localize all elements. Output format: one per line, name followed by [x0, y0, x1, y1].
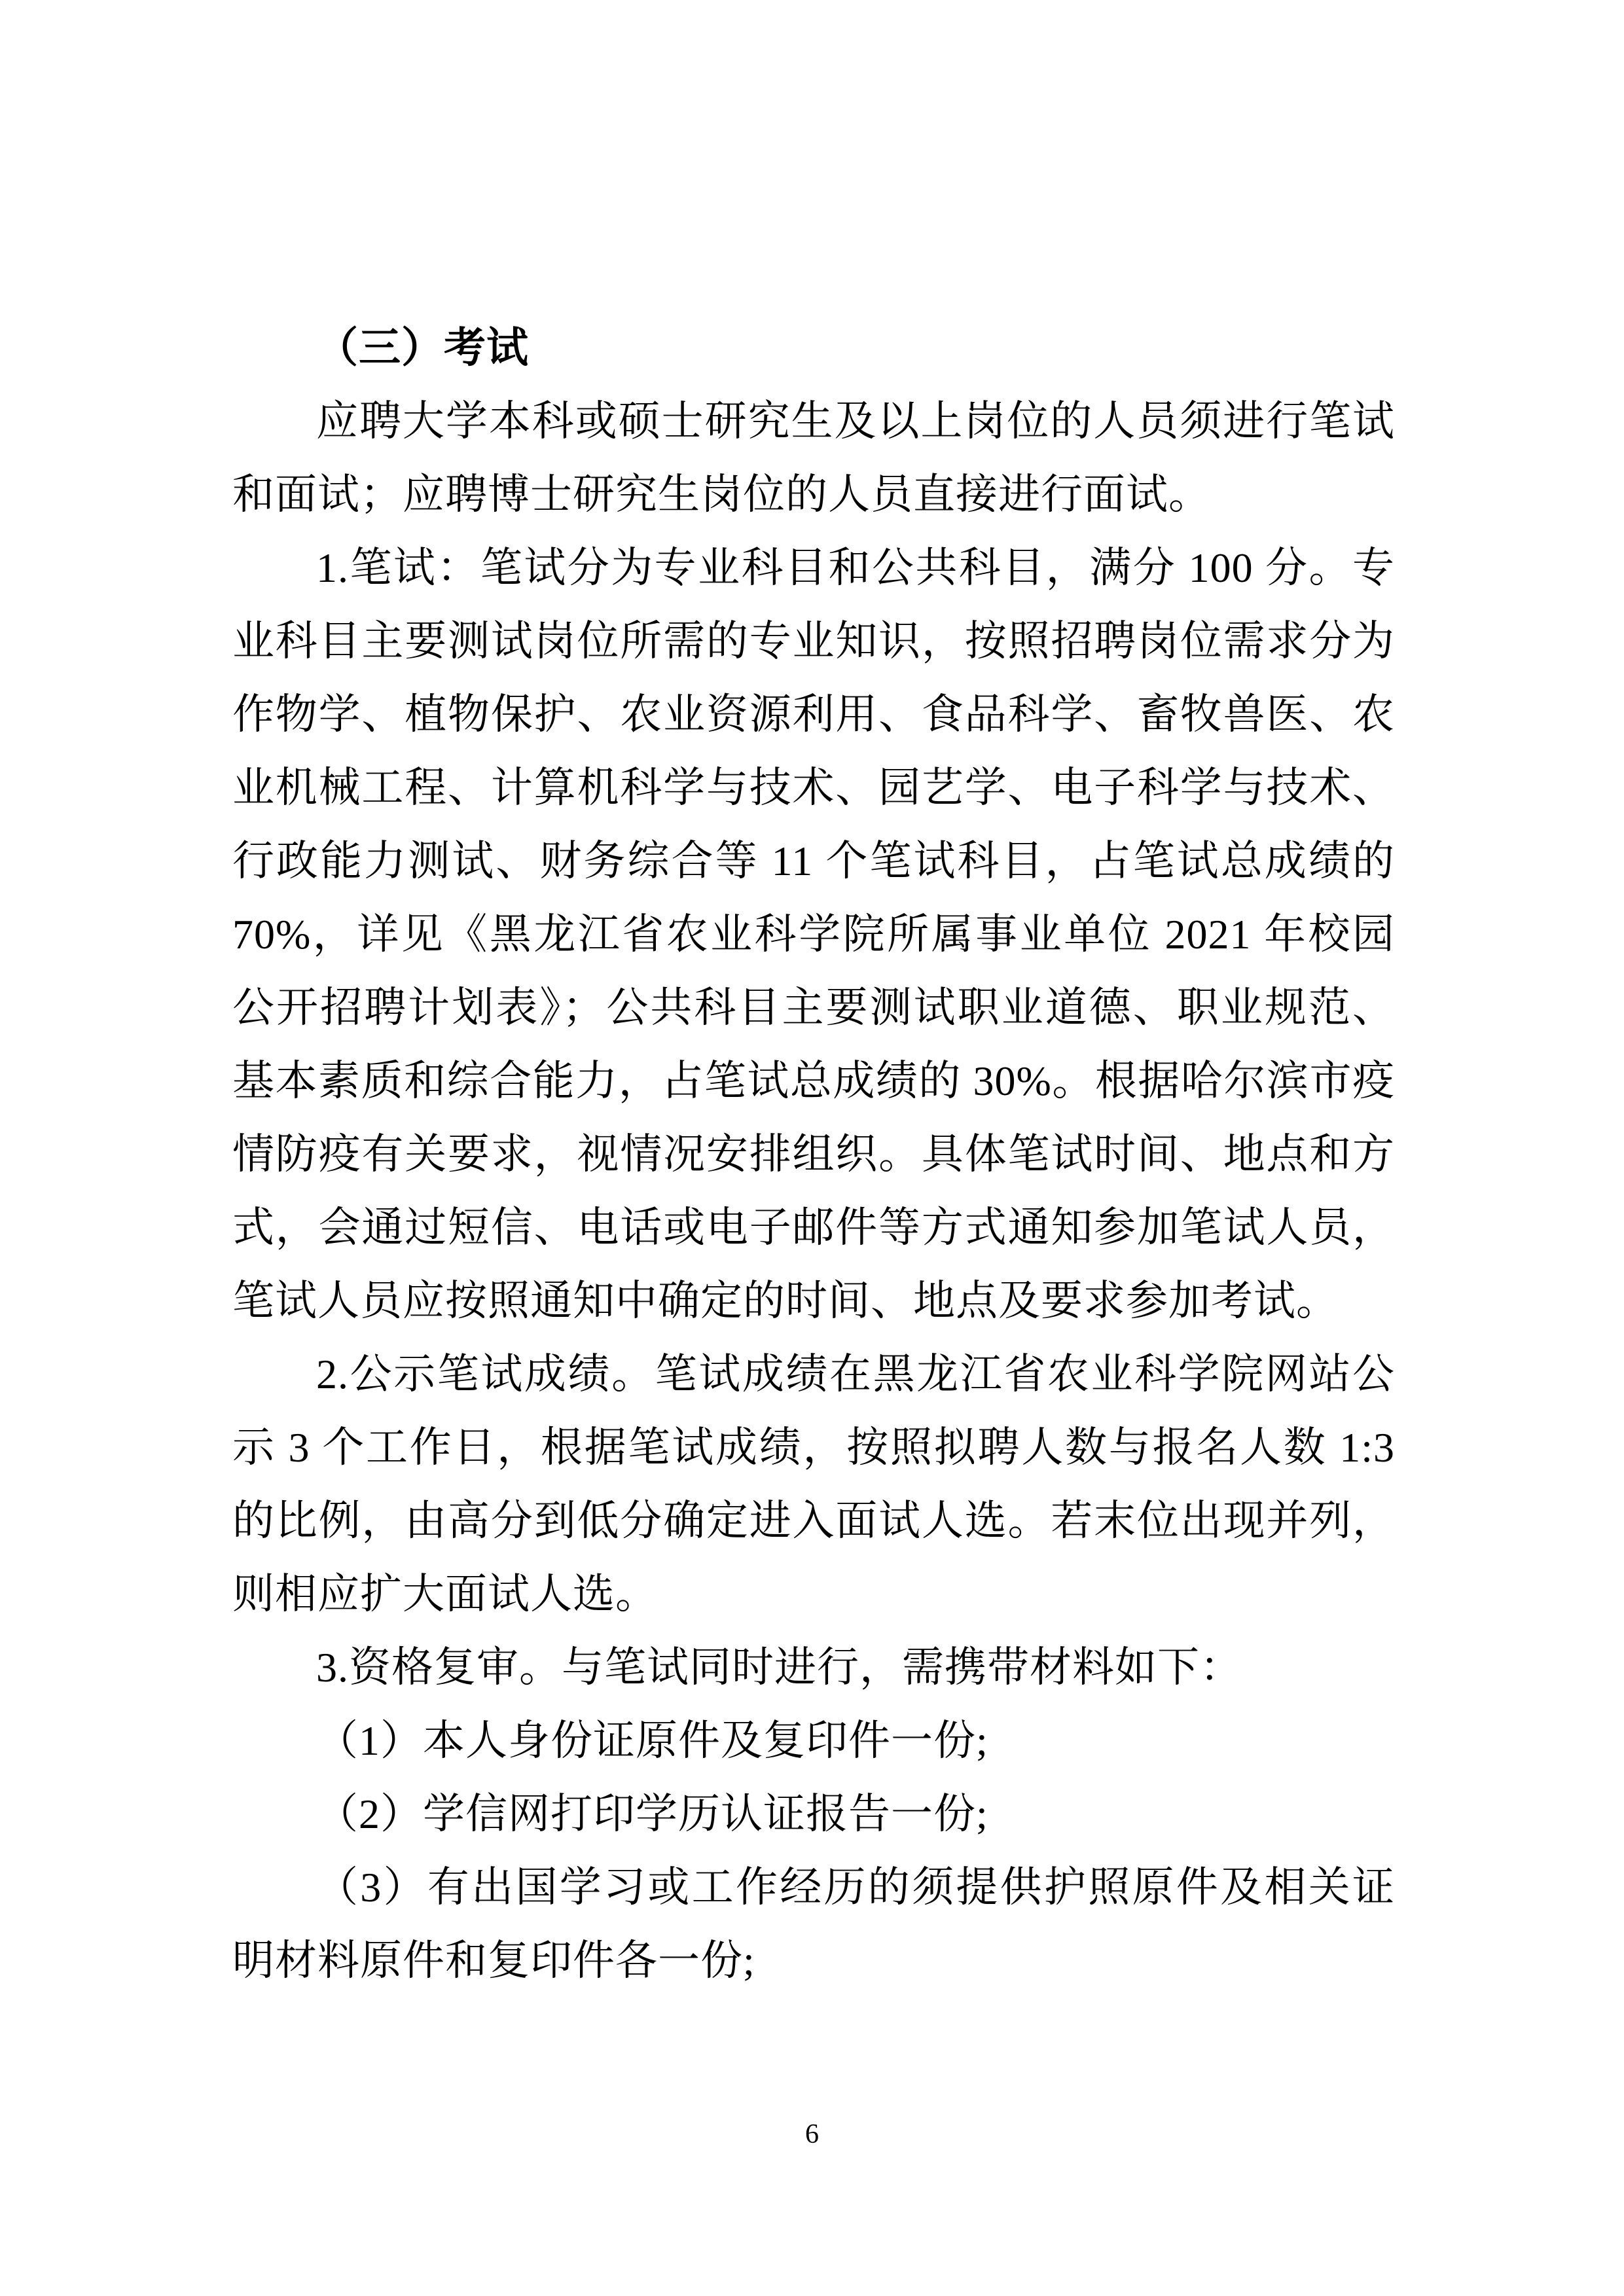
page-number: 6 — [805, 2119, 819, 2149]
section-heading: （三）考试 — [316, 325, 529, 371]
paragraph-written-test: 1.笔试：笔试分为专业科目和公共科目，满分 100 分。专业科目主要测试岗位所需的专业知识，按照招聘岗位需求分为作物学、植物保护、农业资源利用、食品科学、畜牧兽医、农业机械工程、计算机科学与技术、园艺学、电子科学与技术、行政能力测试、财务综合等 11 个笔试科目，占笔试总成绩的 70%，详见《黑龙江省农业科学院所属事业单位 2021 年校园公开招聘计划表》；公共科目主要测试职业道德、职业规范、基本素质和综合能力，占笔试总成绩的 30%。根据哈尔滨市疫情防疫有关要求，视情况安排组织。具体笔试时间、地点和方式，会通过短信、电话或电子邮件等方式通知参加笔试人员，笔试人员应按照通知中确定的时间、地点及要求参加考试。 — [232, 545, 1395, 1324]
paragraph-intro: 应聘大学本科或硕士研究生及以上岗位的人员须进行笔试和面试；应聘博士研究生岗位的人员直接进行面试。 — [232, 398, 1395, 518]
document-body — [232, 312, 1395, 1998]
paragraph-score-publication: 2.公示笔试成绩。笔试成绩在黑龙江省农业科学院网站公示 3 个工作日，根据笔试成绩，按照拟聘人数与报名人数 1:3 的比例，由高分到低分确定进入面试人选。若末位出现并列，则相应扩大面试人选。 — [232, 1351, 1395, 1617]
list-item-passport: （3）有出国学习或工作经历的须提供护照原件及相关证明材料原件和复印件各一份; — [232, 1864, 1395, 1984]
paragraph-qualification-review: 3.资格复审。与笔试同时进行，需携带材料如下： — [316, 1644, 1242, 1691]
list-item-id-card: （1）本人身份证原件及复印件一份; — [316, 1717, 988, 1764]
list-item-degree-report: （2）学信网打印学历认证报告一份; — [316, 1791, 988, 1837]
